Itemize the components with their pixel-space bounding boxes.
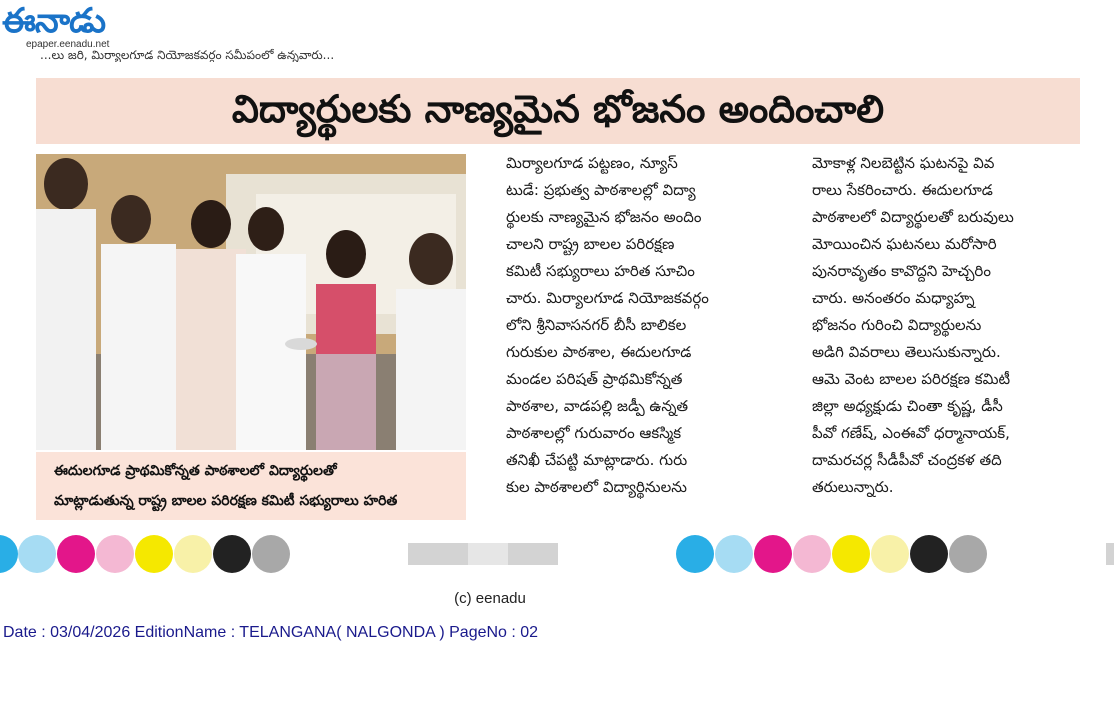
- body-line: ర్థులకు నాణ్యమైన భోజనం అందిం: [506, 208, 702, 226]
- news-photo: [36, 154, 466, 450]
- body-line: టుడే: ప్రభుత్వ పాఠశాలల్లో విద్యా: [506, 181, 696, 199]
- swatch-grey: [252, 535, 290, 573]
- swatch-magenta: [57, 535, 95, 573]
- swatch-light-magenta: [793, 535, 831, 573]
- body-line: పీవో గణేష్, ఎంఈవో ధర్మానాయక్,: [812, 424, 1010, 442]
- caption-line-2: మాట్లాడుతున్న రాష్ట్ర బాలల పరిరక్షణ కమిటీ సభ్యురాలు హరిత: [54, 493, 398, 509]
- eenadu-logo: [2, 2, 142, 50]
- swatch-light-yellow: [871, 535, 909, 573]
- caption-line-1: ఈదులగూడ ప్రాథమికోన్నత పాఠశాలలో విద్యార్థులతో: [54, 463, 337, 479]
- body-line: దామరచర్ల సీడీపీవో చంద్రకళ తది: [812, 451, 1002, 469]
- swatch-yellow: [135, 535, 173, 573]
- swatch-black: [213, 535, 251, 573]
- news-photo-illustration: [36, 154, 466, 450]
- swatch-cyan: [0, 535, 18, 573]
- body-line: జిల్లా అధ్యక్షుడు చింతా కృష్ణ, డీసీ: [812, 397, 1003, 415]
- body-line: పాఠశాలలో విద్యార్థులతో బరువులు: [812, 208, 1014, 226]
- logo-site-url: epaper.eenadu.net: [26, 39, 110, 50]
- photo-caption: [36, 452, 466, 520]
- edition-info: Date : 03/04/2026 EditionName : TELANGANA( NALGONDA ) PageNo : 02: [3, 624, 539, 641]
- cut-off-text-line: ...లు జరి, మిర్యాలగూడ నియోజకవర్గం సమీపంలో ఉన్నవారు...: [40, 48, 335, 62]
- body-line: లోని శ్రీనివాసనగర్ బీసీ బాలికల: [506, 316, 687, 334]
- copyright-notice: (c) eenadu: [454, 590, 526, 607]
- body-line: చారు. మిర్యాలగూడ నియోజకవర్గం: [506, 289, 709, 307]
- swatch-magenta: [754, 535, 792, 573]
- body-line: చాలని రాష్ట్ర బాలల పరిరక్షణ: [506, 235, 675, 253]
- body-line: మండల పరిషత్ ప్రాథమికోన్నత: [506, 370, 683, 388]
- article-headline: విద్యార్థులకు నాణ్యమైన భోజనం అందించాలి: [231, 87, 885, 131]
- body-line: పునరావృతం కావొద్దని హెచ్చరిం: [812, 262, 991, 280]
- body-line: గురుకుల పాఠశాల, ఈదులగూడ: [506, 343, 692, 361]
- body-line: చారు. అనంతరం మధ్యాహ్న: [812, 289, 975, 307]
- article-column-2: [812, 150, 1074, 501]
- body-line: మోకాళ్ల నిలబెట్టిన ఘటనపై వివ: [812, 154, 995, 172]
- body-line: కుల పాఠశాలలో విద్యార్థినులను: [506, 478, 687, 496]
- swatch-light-magenta: [96, 535, 134, 573]
- body-line: అడిగి వివరాలు తెలుసుకున్నారు.: [812, 343, 1001, 361]
- swatch-light-cyan: [18, 535, 56, 573]
- body-line: తనిఖీ చేపట్టి మాట్లాడారు. గురు: [506, 451, 688, 469]
- body-line: మోయించిన ఘటనలు మరోసారి: [812, 235, 997, 253]
- swatch-grey: [949, 535, 987, 573]
- body-line: కమిటీ సభ్యురాలు హరిత సూచిం: [506, 262, 695, 280]
- edge-registration-bar: [1106, 543, 1114, 565]
- body-line: మిర్యాలగూడ పట్టణం, న్యూస్: [506, 154, 678, 172]
- swatch-black: [910, 535, 948, 573]
- body-line: ఆమె వెంట బాలల పరిరక్షణ కమిటీ: [812, 370, 1011, 388]
- article-column-1: [506, 150, 768, 501]
- swatch-light-yellow: [174, 535, 212, 573]
- body-line: భోజనం గురించి విద్యార్థులను: [812, 316, 982, 334]
- body-line: తరులున్నారు.: [812, 478, 894, 496]
- body-line: పాఠశాలల్లో గురువారం ఆకస్మిక: [506, 424, 682, 442]
- logo-wordmark: ఈనాడు: [2, 1, 106, 41]
- body-line: పాఠశాల, వాడపల్లి జడ్పీ ఉన్నత: [506, 397, 689, 415]
- body-line: రాలు సేకరించారు. ఈదులగూడ: [812, 181, 993, 199]
- color-registration-left: [0, 535, 300, 575]
- swatch-cyan: [676, 535, 714, 573]
- headline-band: [36, 78, 1080, 144]
- swatch-yellow: [832, 535, 870, 573]
- swatch-light-cyan: [715, 535, 753, 573]
- color-registration-right: [676, 535, 996, 575]
- grey-registration-bar: [408, 543, 558, 565]
